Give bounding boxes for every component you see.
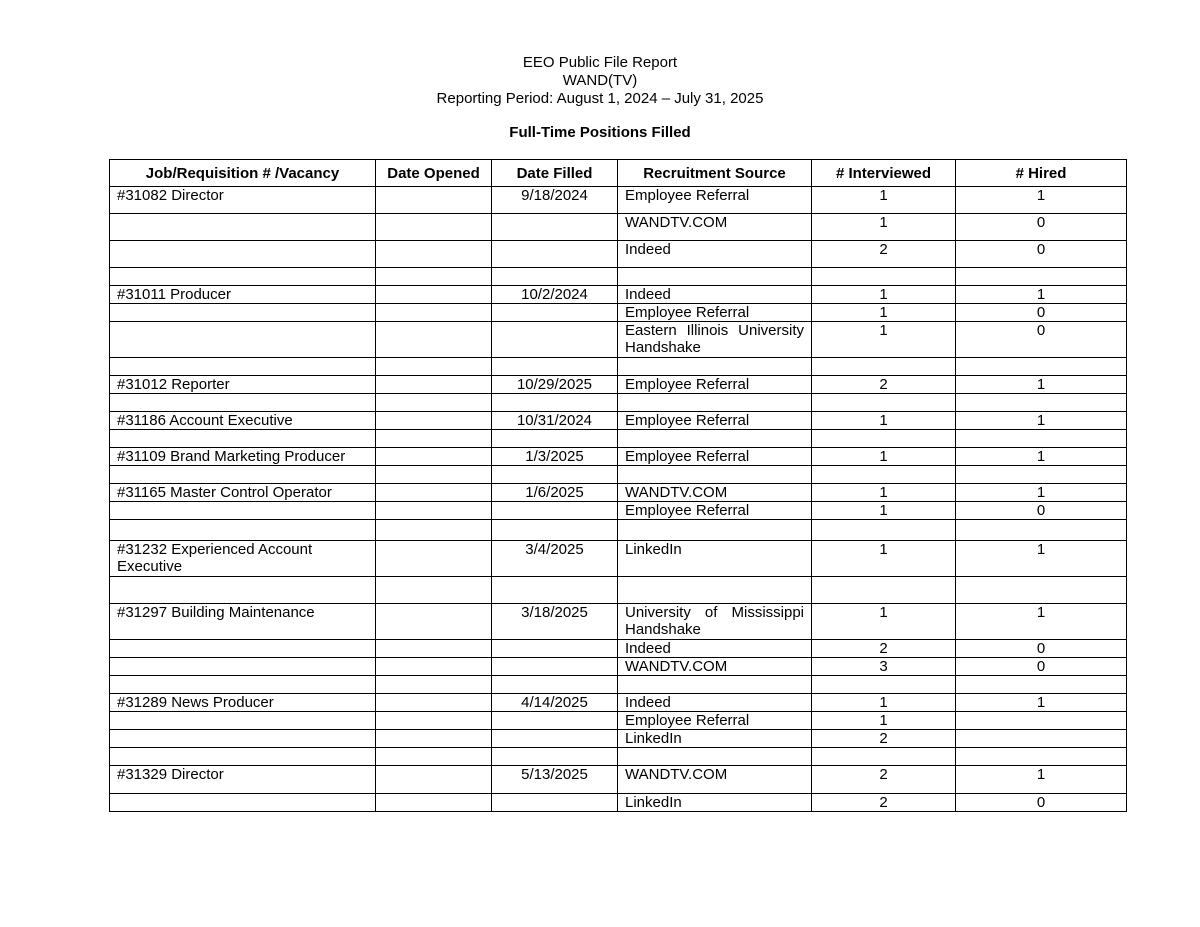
cell-recruitment-source: Employee Referral (618, 502, 812, 520)
cell-interviewed: 1 (812, 712, 956, 730)
cell-interviewed: 2 (812, 794, 956, 812)
cell-date-filled (492, 241, 618, 268)
cell-date-filled: 3/4/2025 (492, 541, 618, 577)
station-name: WAND(TV) (562, 72, 638, 89)
table-row (110, 466, 1127, 484)
table-row (110, 766, 1127, 794)
cell-interviewed: 1 (812, 286, 956, 304)
cell-date-opened (376, 520, 492, 541)
cell-interviewed (812, 394, 956, 412)
cell-interviewed (812, 577, 956, 604)
cell-date-filled (492, 268, 618, 286)
cell-job (110, 712, 376, 730)
table-row (110, 376, 1127, 394)
report-title: EEO Public File Report (522, 54, 678, 71)
cell-hired: 1 (956, 766, 1127, 794)
cell-date-filled: 3/18/2025 (492, 604, 618, 640)
cell-date-opened (376, 358, 492, 376)
cell-hired: 1 (956, 694, 1127, 712)
table-header-row (110, 160, 1127, 187)
column-header-interviewed: # Interviewed (812, 160, 956, 187)
cell-date-filled: 1/6/2025 (492, 484, 618, 502)
table-row (110, 304, 1127, 322)
table-row (110, 794, 1127, 812)
cell-hired (956, 676, 1127, 694)
cell-interviewed: 1 (812, 322, 956, 358)
cell-hired (956, 358, 1127, 376)
cell-date-opened (376, 466, 492, 484)
table-row (110, 676, 1127, 694)
cell-hired: 1 (956, 484, 1127, 502)
cell-date-opened (376, 502, 492, 520)
cell-job (110, 640, 376, 658)
cell-recruitment-source: Employee Referral (618, 712, 812, 730)
cell-interviewed: 2 (812, 730, 956, 748)
cell-interviewed: 1 (812, 502, 956, 520)
table-row (110, 286, 1127, 304)
cell-date-filled (492, 520, 618, 541)
cell-recruitment-source: Indeed (618, 286, 812, 304)
cell-interviewed (812, 466, 956, 484)
cell-recruitment-source: University of Mississippi Handshake (618, 604, 812, 640)
cell-date-filled (492, 577, 618, 604)
cell-hired: 1 (956, 187, 1127, 214)
cell-date-filled: 10/29/2025 (492, 376, 618, 394)
cell-hired (956, 748, 1127, 766)
cell-date-opened (376, 730, 492, 748)
cell-hired (956, 712, 1127, 730)
cell-job: #31011 Producer (110, 286, 376, 304)
cell-date-opened (376, 658, 492, 676)
cell-interviewed: 1 (812, 214, 956, 241)
cell-recruitment-source: Employee Referral (618, 187, 812, 214)
cell-interviewed (812, 430, 956, 448)
cell-date-filled: 10/31/2024 (492, 412, 618, 430)
cell-recruitment-source: Indeed (618, 241, 812, 268)
cell-date-opened (376, 748, 492, 766)
cell-job (110, 241, 376, 268)
cell-job: #31289 News Producer (110, 694, 376, 712)
table-row (110, 658, 1127, 676)
cell-job (110, 304, 376, 322)
cell-interviewed: 1 (812, 541, 956, 577)
cell-date-opened (376, 640, 492, 658)
cell-recruitment-source: Eastern Illinois University Handshake (618, 322, 812, 358)
table-row (110, 712, 1127, 730)
cell-interviewed: 1 (812, 604, 956, 640)
cell-job (110, 730, 376, 748)
cell-interviewed: 1 (812, 448, 956, 466)
cell-recruitment-source: Employee Referral (618, 448, 812, 466)
cell-interviewed: 1 (812, 187, 956, 214)
cell-date-filled (492, 358, 618, 376)
cell-date-opened (376, 604, 492, 640)
cell-hired (956, 577, 1127, 604)
cell-interviewed (812, 358, 956, 376)
cell-date-opened (376, 712, 492, 730)
table-row (110, 430, 1127, 448)
cell-job (110, 394, 376, 412)
cell-date-filled (492, 394, 618, 412)
table-row (110, 412, 1127, 430)
cell-date-filled (492, 466, 618, 484)
table-row (110, 748, 1127, 766)
cell-recruitment-source: WANDTV.COM (618, 484, 812, 502)
cell-date-opened (376, 577, 492, 604)
table-row (110, 730, 1127, 748)
cell-job: #31109 Brand Marketing Producer (110, 448, 376, 466)
cell-interviewed: 1 (812, 694, 956, 712)
cell-hired (956, 268, 1127, 286)
cell-date-filled (492, 640, 618, 658)
cell-job (110, 358, 376, 376)
cell-date-opened (376, 286, 492, 304)
cell-hired: 1 (956, 448, 1127, 466)
cell-date-opened (376, 214, 492, 241)
table-row (110, 322, 1127, 358)
cell-date-filled (492, 322, 618, 358)
cell-job: #31329 Director (110, 766, 376, 794)
cell-interviewed (812, 268, 956, 286)
table-row (110, 241, 1127, 268)
cell-hired (956, 730, 1127, 748)
positions-table (109, 159, 1127, 812)
table-row (110, 541, 1127, 577)
table-row (110, 484, 1127, 502)
cell-date-opened (376, 676, 492, 694)
cell-date-opened (376, 376, 492, 394)
cell-recruitment-source: Employee Referral (618, 304, 812, 322)
cell-hired (956, 520, 1127, 541)
cell-job: #31082 Director (110, 187, 376, 214)
cell-date-filled (492, 712, 618, 730)
cell-recruitment-source (618, 466, 812, 484)
cell-recruitment-source: Indeed (618, 694, 812, 712)
table-row (110, 577, 1127, 604)
cell-hired (956, 430, 1127, 448)
cell-date-opened (376, 412, 492, 430)
cell-job: #31297 Building Maintenance (110, 604, 376, 640)
cell-interviewed: 1 (812, 304, 956, 322)
cell-hired: 0 (956, 640, 1127, 658)
cell-date-opened (376, 694, 492, 712)
table-row (110, 448, 1127, 466)
cell-job (110, 794, 376, 812)
cell-interviewed: 1 (812, 412, 956, 430)
cell-interviewed (812, 748, 956, 766)
reporting-period: Reporting Period: August 1, 2024 – July 31, 2025 (436, 90, 764, 107)
cell-recruitment-source: LinkedIn (618, 730, 812, 748)
cell-interviewed (812, 520, 956, 541)
cell-recruitment-source (618, 520, 812, 541)
table-row (110, 358, 1127, 376)
cell-recruitment-source (618, 358, 812, 376)
cell-recruitment-source: WANDTV.COM (618, 766, 812, 794)
cell-date-filled (492, 794, 618, 812)
cell-job (110, 577, 376, 604)
cell-job (110, 748, 376, 766)
report-header (0, 54, 1200, 108)
table-row (110, 187, 1127, 214)
cell-recruitment-source: Employee Referral (618, 412, 812, 430)
cell-hired (956, 466, 1127, 484)
cell-interviewed: 2 (812, 640, 956, 658)
column-header-recruitment-source: Recruitment Source (618, 160, 812, 187)
cell-interviewed: 2 (812, 241, 956, 268)
cell-date-filled: 1/3/2025 (492, 448, 618, 466)
table-row (110, 268, 1127, 286)
cell-date-filled (492, 730, 618, 748)
cell-hired: 0 (956, 304, 1127, 322)
cell-recruitment-source (618, 748, 812, 766)
cell-date-opened (376, 794, 492, 812)
cell-date-filled (492, 430, 618, 448)
cell-job: #31165 Master Control Operator (110, 484, 376, 502)
cell-hired: 1 (956, 412, 1127, 430)
cell-date-opened (376, 187, 492, 214)
cell-job: #31186 Account Executive (110, 412, 376, 430)
cell-job (110, 430, 376, 448)
cell-hired: 0 (956, 794, 1127, 812)
cell-date-opened (376, 268, 492, 286)
cell-recruitment-source (618, 430, 812, 448)
cell-date-opened (376, 541, 492, 577)
cell-date-filled (492, 502, 618, 520)
column-header-hired: # Hired (956, 160, 1127, 187)
cell-date-opened (376, 448, 492, 466)
cell-date-opened (376, 484, 492, 502)
table-row (110, 520, 1127, 541)
cell-recruitment-source (618, 676, 812, 694)
cell-date-opened (376, 394, 492, 412)
cell-date-filled: 10/2/2024 (492, 286, 618, 304)
cell-date-opened (376, 322, 492, 358)
cell-recruitment-source: WANDTV.COM (618, 658, 812, 676)
cell-interviewed (812, 676, 956, 694)
cell-interviewed: 2 (812, 376, 956, 394)
table-row (110, 214, 1127, 241)
cell-recruitment-source: WANDTV.COM (618, 214, 812, 241)
cell-date-filled: 4/14/2025 (492, 694, 618, 712)
cell-date-filled (492, 676, 618, 694)
cell-recruitment-source (618, 268, 812, 286)
cell-date-opened (376, 430, 492, 448)
cell-hired: 0 (956, 658, 1127, 676)
cell-job (110, 658, 376, 676)
cell-hired: 1 (956, 604, 1127, 640)
cell-recruitment-source (618, 394, 812, 412)
cell-interviewed: 3 (812, 658, 956, 676)
cell-job (110, 214, 376, 241)
cell-job (110, 520, 376, 541)
cell-hired: 0 (956, 322, 1127, 358)
column-header-date-opened: Date Opened (376, 160, 492, 187)
cell-date-opened (376, 241, 492, 268)
cell-date-filled (492, 658, 618, 676)
table-row (110, 604, 1127, 640)
cell-job (110, 502, 376, 520)
cell-date-opened (376, 766, 492, 794)
cell-recruitment-source (618, 577, 812, 604)
cell-job (110, 466, 376, 484)
column-header-date-filled: Date Filled (492, 160, 618, 187)
cell-job: #31012 Reporter (110, 376, 376, 394)
column-header-job: Job/Requisition # /Vacancy (110, 160, 376, 187)
cell-hired (956, 394, 1127, 412)
cell-interviewed: 2 (812, 766, 956, 794)
cell-hired: 0 (956, 241, 1127, 268)
cell-hired: 1 (956, 541, 1127, 577)
cell-recruitment-source: LinkedIn (618, 541, 812, 577)
cell-date-filled: 9/18/2024 (492, 187, 618, 214)
table-row (110, 694, 1127, 712)
section-title: Full-Time Positions Filled (509, 124, 691, 141)
cell-hired: 1 (956, 286, 1127, 304)
cell-recruitment-source: LinkedIn (618, 794, 812, 812)
cell-date-opened (376, 304, 492, 322)
cell-date-filled (492, 304, 618, 322)
cell-date-filled (492, 214, 618, 241)
table-row (110, 502, 1127, 520)
cell-hired: 0 (956, 214, 1127, 241)
cell-hired: 0 (956, 502, 1127, 520)
cell-recruitment-source: Employee Referral (618, 376, 812, 394)
table-row (110, 394, 1127, 412)
cell-recruitment-source: Indeed (618, 640, 812, 658)
cell-date-filled (492, 748, 618, 766)
cell-job: #31232 Experienced Account Executive (110, 541, 376, 577)
cell-interviewed: 1 (812, 484, 956, 502)
cell-job (110, 268, 376, 286)
cell-hired: 1 (956, 376, 1127, 394)
cell-date-filled: 5/13/2025 (492, 766, 618, 794)
table-row (110, 640, 1127, 658)
cell-job (110, 676, 376, 694)
cell-job (110, 322, 376, 358)
